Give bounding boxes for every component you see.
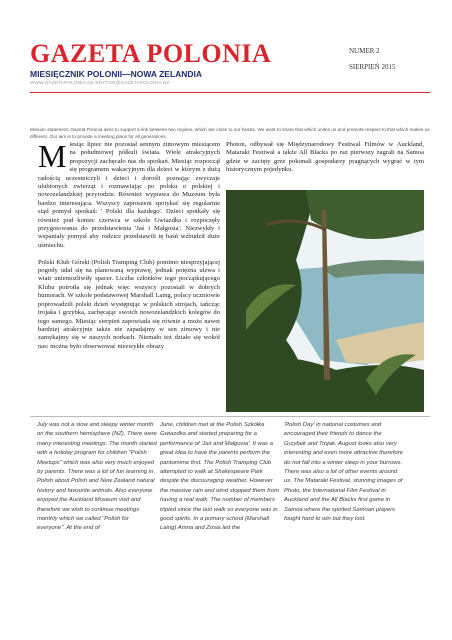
article-paragraph-1 (38, 141, 220, 250)
issue-date: SIERPIEŃ 2015 (349, 63, 396, 71)
article-paragraph-2: Polski Klub Górski (Polish Tramping Club) pomimo niesprzyjającej pogody udał się na planowaną wyprawę, jednak potężna ulewa i wiatr uniemożliwiły spacer. Liczba członków tego początkującego Klubu potroiła się jednak więc wszyscy pozostali w dobrych humorach. W szkole podstawowej Marshall Laing, polscy uczniowie poprowadzili polski dzień występując w polskich strojach, tańcząc trojaka i grzybka, zachęcając swoich nowozelandzkich kolegów do tego samego. Miesiąc sierpień zapowiada się równie a może nawet bardziej atrakcyjnie także nie zapadajmy w sen zimowy i nie zamykajmy się w naszych norkach. Niemało też działo się wokół nas: można było obserwować niezwykłe obrazy (38, 258, 220, 350)
section-divider (30, 416, 430, 417)
english-column-3: 'Polish Day' in national costumes and encouraged their friends to dance the Grzybek and Trojak. August looks also very interesting and even more attractive therefore do not fall into a winter sleep in your burrows. There was also a lot of other events around us. The Mataraki Festival, stunning images of Photo, the International Film Festival in Auckland and the All Blacks first game in Samoa where the spirited Samoan players fought hard to win but they lost. (284, 422, 403, 523)
english-column-2: June, children met at the Polish Szkółka Gwiazdka and started preparing for a performance of 'Jaś and Małgosia'. It was a great idea to have the parents perform the pantomime first. The Polish Tramping Club attempted to walk at Shakespeare Park despite the discouraging weather. However the massive rain and wind stopped them from having a real walk. The number of members tripled since the last walk so everyone was in good spirits. In a primary school (Marshall Laing) Amna and Zosia led the (160, 422, 279, 532)
masthead (30, 40, 330, 85)
issue-info (349, 43, 395, 75)
article-paragraph-3: Photon, odbywał się Międzynarodowy Festiwal Filmów w Auckland, Mataraki Festiwal a także All Blacks po raz pierwszy zagrali na Samoa gdzie w zacięty grze pokonali gospodarzy pragnących wygrać w tym historycznym pojedynku. (226, 141, 424, 174)
header-divider (30, 92, 430, 93)
newspaper-title: GAZETA POLONIA (30, 39, 272, 68)
newspaper-contact: WWW.GAZETAPOLONIA.NZ EDYTOR@GAZETAPOLONIA.NZ (30, 80, 170, 85)
article-paragraph-1-text: iesiąc lipiec nie pozostał sennym zimowym miesiącem na południowej półkuli świata. Wiele atrakcyjnych propozycji zachęcało nas do spotkań. Miesiąc rozpoczął się programem wakacyjnym dla dzieci w którym z dużą radością uczestniczyli i dzieci i dorośli poznając zwyczaje ulubionych zwierząt i rozmawiając po polsku o polskiej i nowozelandzkiej przyrodzie. Również wyprawa do Muzeum była bardzo interesująca. Wszyscy zaproszeni spotykać się regularnie stąd pomysł spotkań: ' Polski dla każdego'. Dzieci spotkały się również pod koniec czerwca w szkole Gwiazdka i rozpoczęły przygotowania do przedstawienia 'Jaś i Małgosia'. Niezwykły i wspaniały pomysł aby rodzice przedstawili tę baśń wzbudził duże uśmiechu. (38, 141, 220, 249)
issue-number: NUMER 2 (349, 47, 380, 55)
english-column-1: July was not a slow and sleepy winter month on the southern hemisphere (NZ). There were many interesting meetings. The month started with a holiday program for children "Polish Meetups" which was also very much enjoyed by parents. There was a lot of fun learning in Polish about Polish and New Zealand natural history and favourite animals. Also everyone enjoyed the Auckland Museum visit and therefore we wish to continue meetings monthly which we called "Polish for everyone". At the end of (37, 422, 157, 532)
article-column-polish-1 (38, 141, 220, 384)
photo-illustration (226, 190, 424, 412)
drop-cap: M (38, 141, 67, 174)
coastal-landscape-photo (226, 190, 424, 412)
newspaper-subtitle: MIESIĘCZNIK POLONII—NOWA ZELANDIA (30, 69, 203, 79)
mission-statement: Mission statement: Gazeta Polonia aims to support a link between two regions, which are close to our hearts. We want to share that which unites us and promote respect to that which makes us different. Our aim is to provide a meeting place for all generations. (30, 127, 430, 139)
article-column-polish-2 (226, 141, 424, 197)
